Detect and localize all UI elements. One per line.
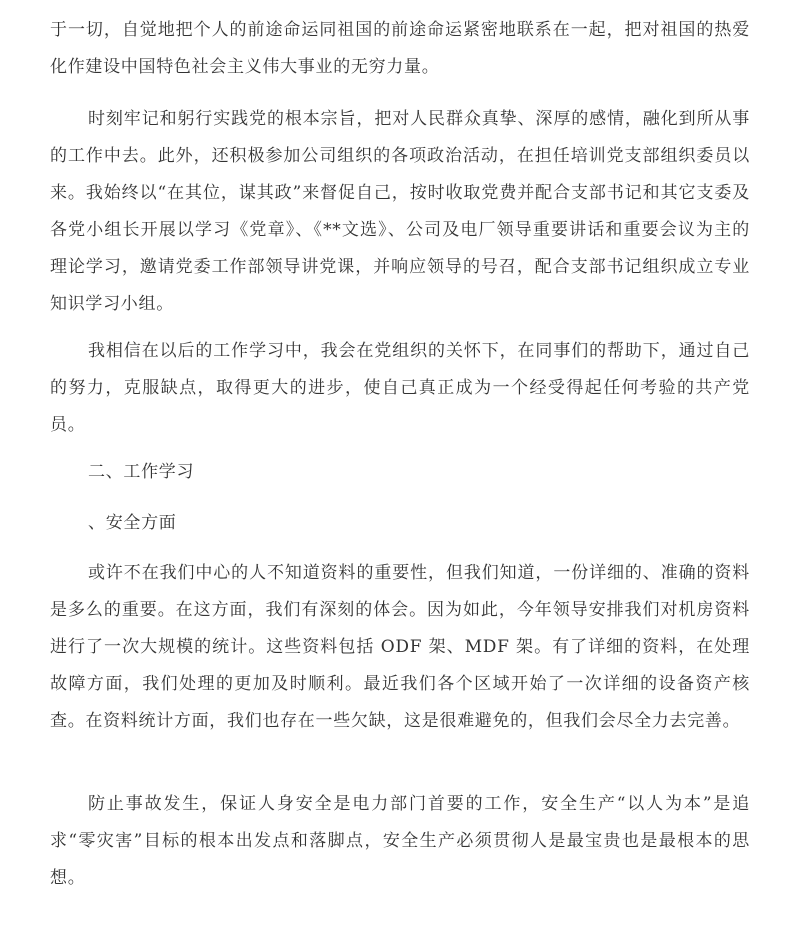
paragraph-party-purpose: 时刻牢记和躬行实践党的根本宗旨，把对人民群众真挚、深厚的感情，融化到所从事的工作中去。此外，还积极参加公司组织的各项政治活动，在担任培训党支部组织委员以来。我始终以“在其位，谋其政”来督促自己，按时收取党费并配合支部书记和其它支委及各党小组长开展以学习《党章》、《**文选》、公司及电厂领导重要讲话和重要会议为主的理论学习，邀请党委工作部领导讲党课，并响应领导的号召，配合支部书记组织成立专业知识学习小组。 bbox=[50, 109, 750, 314]
paragraph-continuation: 于一切，自觉地把个人的前途命运同祖国的前途命运紧密地联系在一起，把对祖国的热爱化作建设中国特色社会主义伟大事业的无穷力量。 bbox=[50, 20, 750, 77]
paragraph-safety-production: 防止事故发生，保证人身安全是电力部门首要的工作，安全生产“以人为本”是追求“零灾害”目标的根本出发点和落脚点，安全生产必须贯彻人是最宝贵也是最根本的思想。 bbox=[50, 794, 750, 888]
subsection-heading-safety: 、安全方面 bbox=[88, 513, 177, 533]
section-heading-work-study: 二、工作学习 bbox=[88, 462, 195, 482]
paragraph-documentation: 或许不在我们中心的人不知道资料的重要性，但我们知道，一份详细的、准确的资料是多么的重要。在这方面，我们有深刻的体会。因为如此，今年领导安排我们对机房资料进行了一次大规模的统计。这些资料包括 ODF 架、MDF 架。有了详细的资料，在处理故障方面，我们处理的更加及时顺利。最近我们各个区域开始了一次详细的设备资产核查。在资料统计方面，我们也存在一些欠缺，这是很难避免的，但我们会尽全力去完善。 bbox=[50, 563, 750, 731]
paragraph-commitment: 我相信在以后的工作学习中，我会在党组织的关怀下，在同事们的帮助下，通过自己的努力，克服缺点，取得更大的进步，使自己真正成为一个经受得起任何考验的共产党员。 bbox=[50, 341, 750, 435]
